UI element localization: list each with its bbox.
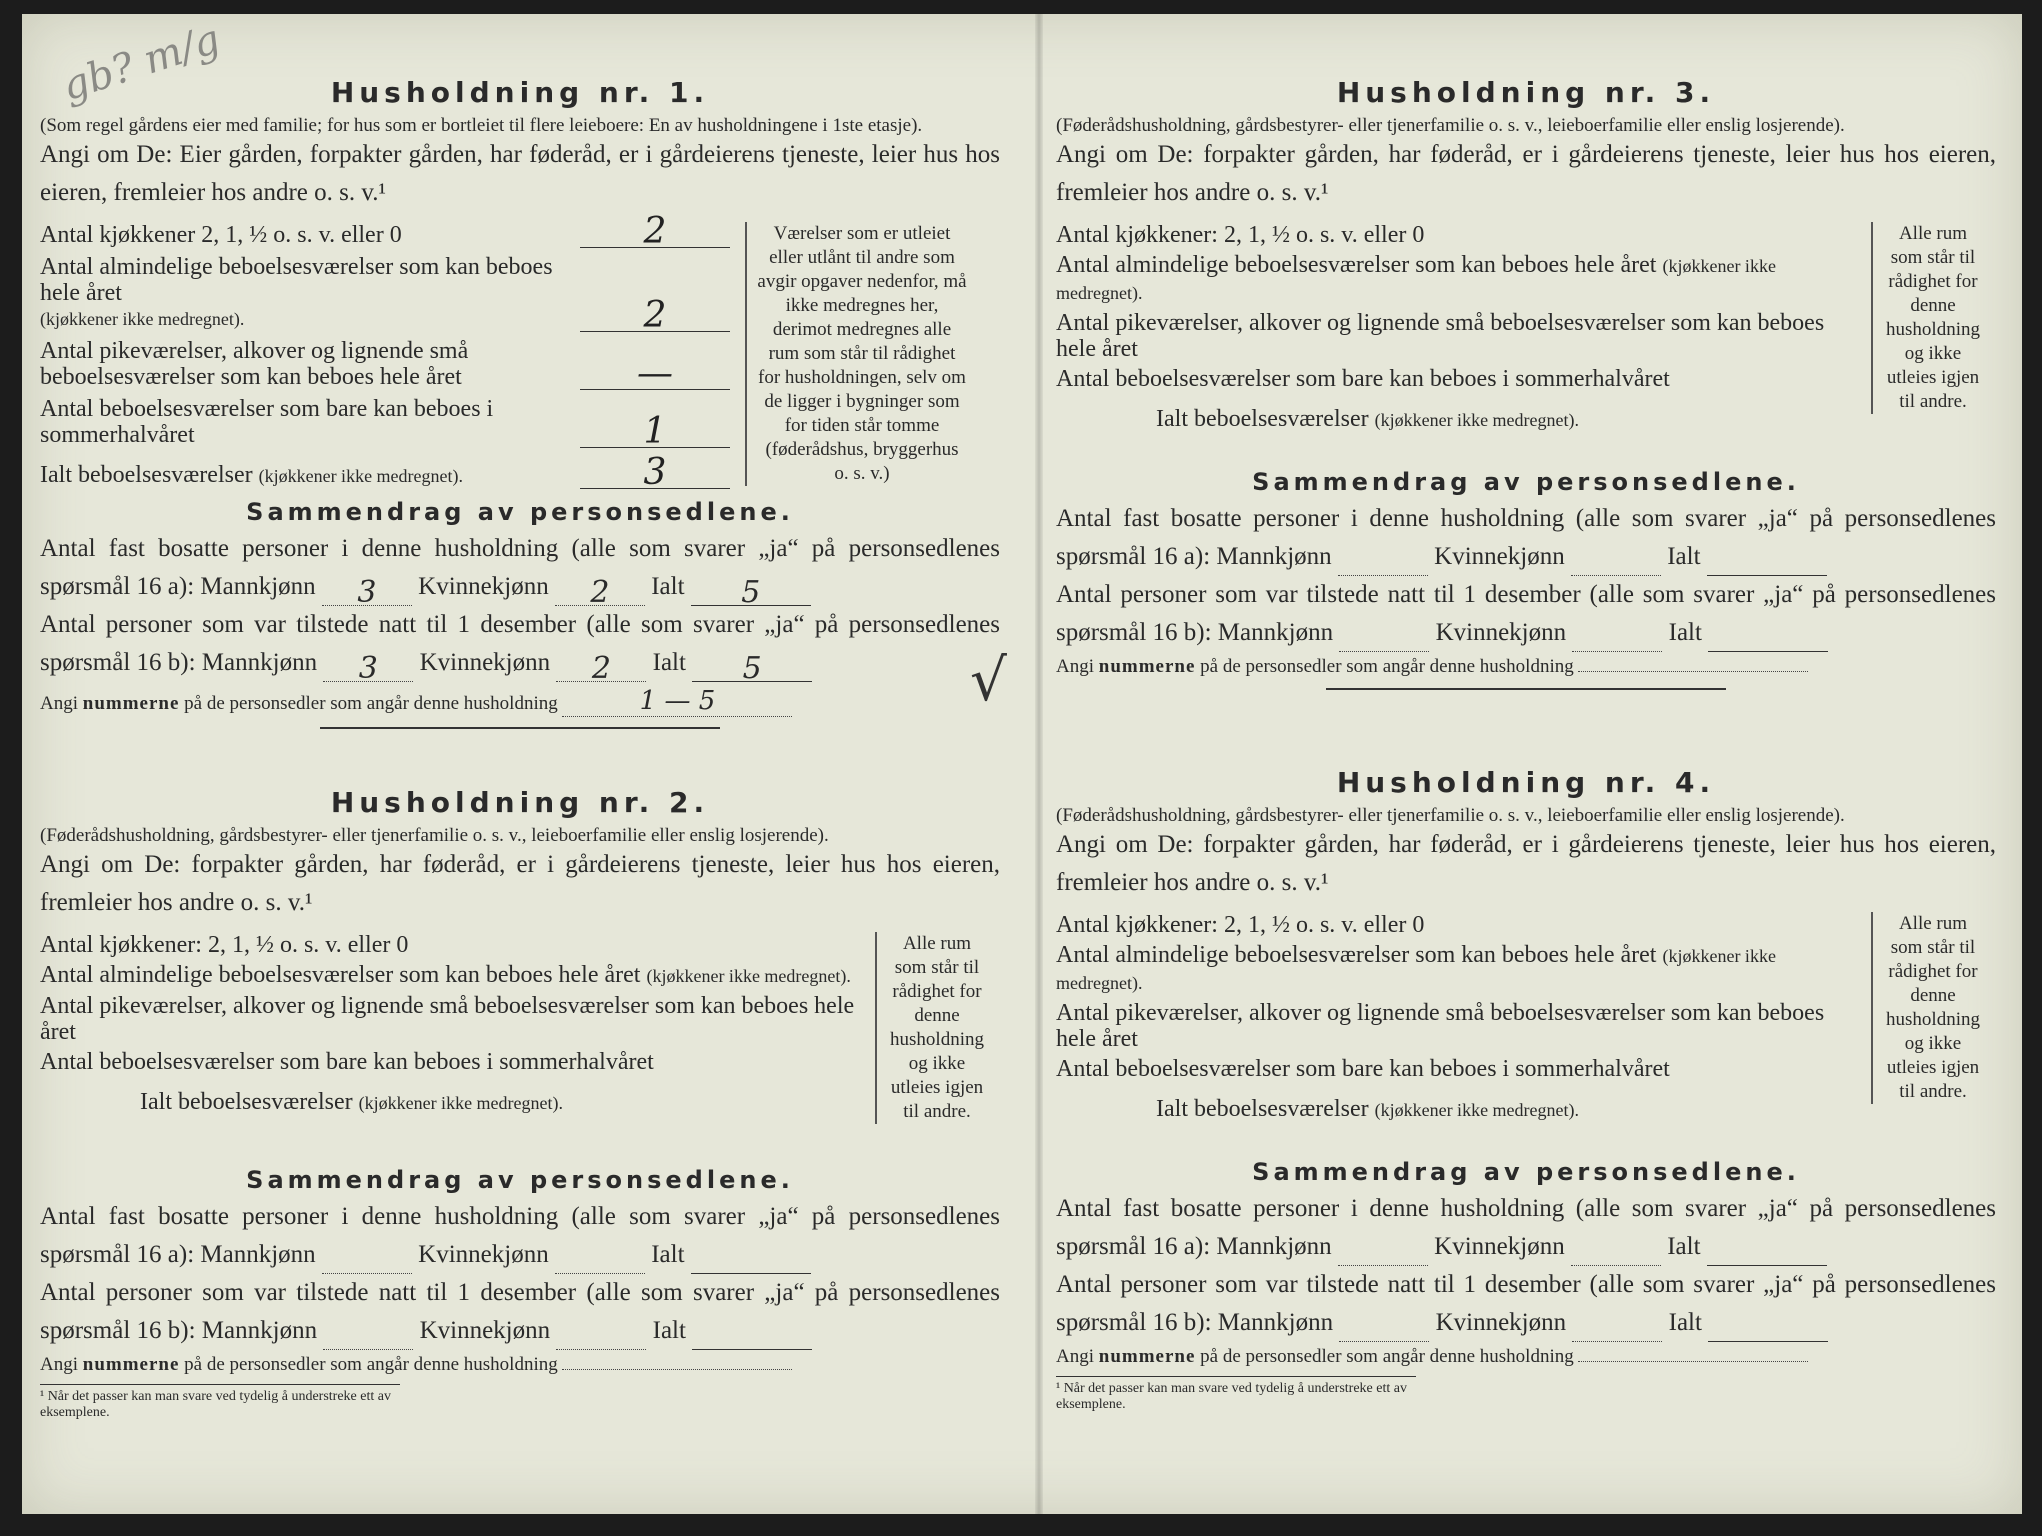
- present-text: Antal personer som var tilstede natt til 1 desember (alle som svarer „ja“ på personsedlenes spørsmål 16 b): Mannkjønn: [40, 1279, 1000, 1344]
- household-4-questions: [1056, 912, 1996, 1152]
- resident-male: 3: [322, 581, 412, 606]
- female-label: Kvinnekjønn: [419, 649, 551, 676]
- present-male: 3: [323, 657, 413, 682]
- rooms-label: Antal almindelige beboelsesværelser som kan beboes hele året: [40, 254, 553, 306]
- rooms-sublabel: (kjøkkener ikke medregnet).: [1056, 946, 1776, 993]
- household-1-resident-line: [40, 530, 1000, 610]
- household-1: [40, 76, 1007, 729]
- total-rooms-label: Ialt beboelsesværelser: [1156, 1096, 1369, 1122]
- resident-female: 2: [555, 581, 645, 606]
- rooms-question: [40, 254, 730, 336]
- present-female: [556, 1349, 646, 1350]
- rooms-question: [40, 962, 860, 989]
- female-label: Kvinnekjønn: [419, 1317, 551, 1344]
- kitchens-question: [1056, 222, 1856, 248]
- present-male: [323, 1349, 413, 1350]
- household-2: [40, 786, 1000, 1421]
- total-rooms-sublabel: (kjøkkener ikke medregnet).: [1374, 410, 1580, 430]
- household-4-note: (Føderådshusholdning, gårdsbestyrer- eller tjenerfamilie o. s. v., leieboerfamilie eller enslig losjerende).: [1056, 805, 1845, 826]
- small-rooms-label: Antal pikeværelser, alkover og lignende små beboelsesværelser som kan beboes hele året: [1056, 1000, 1825, 1052]
- household-4-present-line: [1056, 1266, 1996, 1342]
- small-rooms-question: [1056, 1000, 1856, 1052]
- resident-total: 5: [691, 581, 811, 606]
- total-rooms: [40, 1089, 860, 1116]
- total-rooms-sublabel: (kjøkkener ikke medregnet).: [258, 466, 464, 486]
- total-label: Ialt: [651, 1241, 685, 1268]
- present-text: Antal personer som var tilstede natt til 1 desember (alle som svarer „ja“ på personsedlenes spørsmål 16 b): Mannkjønn: [1056, 1271, 1996, 1336]
- rooms-label: Antal almindelige beboelsesværelser som kan beboes hele året: [1056, 252, 1657, 278]
- present-text: Antal personer som var tilstede natt til 1 desember (alle som svarer „ja“ på personsedlenes spørsmål 16 b): Mannkjønn: [40, 611, 1000, 676]
- numbers-value: 1 — 5: [562, 686, 792, 717]
- numbers-prefix: Angi: [1056, 1346, 1094, 1367]
- rooms-question: [1056, 942, 1856, 996]
- kitchens-label: Antal kjøkkener: 2, 1, ½ o. s. v. eller 0: [1056, 222, 1425, 248]
- present-female: [1572, 651, 1662, 652]
- footnote: ¹ Når det passer kan man svare ved tydelig å understreke ett av eksemplene.: [40, 1384, 400, 1421]
- rooms-label: Antal almindelige beboelsesværelser som kan beboes hele året: [1056, 942, 1657, 968]
- household-4-resident-line: [1056, 1190, 1996, 1266]
- resident-text: Antal fast bosatte personer i denne husholdning (alle som svarer „ja“ på personsedlenes spørsmål 16 a): Mannkjønn: [40, 1203, 1000, 1268]
- household-2-numbers: [40, 1354, 1000, 1376]
- present-female: 2: [556, 657, 646, 682]
- present-male: [1339, 1341, 1429, 1342]
- household-1-questions: [40, 211, 1000, 493]
- kitchens-answer: 2: [580, 217, 730, 248]
- female-label: Kvinnekjønn: [1435, 619, 1567, 646]
- household-1-present-line: [40, 606, 1000, 686]
- kitchens-question: [1056, 912, 1856, 938]
- household-1-sidenote: Værelser som er utleiet eller utlånt til andre som avgir opgaver nedenfor, må ikke medregnes her, derimot medregnes alle rum som står til rådighet for husholdningen, selv om de ligger i bygninger som for tiden står tomme (føderådshus, bryggerhus o. s. v.): [745, 222, 967, 486]
- present-total: [1708, 1341, 1828, 1342]
- household-1-angi: Angi om De: Eier gården, forpakter gården, har føderåd, er i gårdeierens tjeneste, leier hus hos eieren, fremleier hos andre o. s. v.¹: [40, 141, 1000, 206]
- household-4-angi: Angi om De: forpakter gården, har føderåd, er i gårdeierens tjeneste, leier hus hos eieren, fremleier hos andre o. s. v.¹: [1056, 831, 1996, 896]
- kitchens-question: [40, 211, 730, 252]
- numbers-bold: nummerne: [1098, 1346, 1196, 1367]
- present-total: [692, 1349, 812, 1350]
- small-rooms-question: [40, 338, 730, 394]
- household-4-summary-title: Sammendrag av personsedlene.: [1252, 1158, 1800, 1186]
- total-rooms-label: Ialt beboelsesværelser: [1156, 406, 1369, 432]
- household-3: [1056, 76, 1996, 690]
- rooms-question: [1056, 252, 1856, 306]
- total-label: Ialt: [652, 649, 686, 676]
- household-3-sidenote: Alle rum som står til rådighet for denne husholdning og ikke utleies igjen til andre.: [1871, 222, 1983, 414]
- numbers-text: på de personsedler som angår denne husholdning: [1200, 1346, 1574, 1367]
- household-1-note: (Som regel gårdens eier med familie; for hus som er bortleiet til flere leieboere: En av husholdningene i 1ste etasje).: [40, 115, 923, 136]
- female-label: Kvinnekjønn: [1434, 543, 1565, 570]
- household-3-questions: [1056, 222, 1996, 462]
- total-label: Ialt: [651, 573, 685, 600]
- household-3-numbers: [1056, 656, 1996, 678]
- summer-rooms-label: Antal beboelsesværelser som bare kan beboes i sommerhalvåret: [1056, 366, 1670, 392]
- household-1-title: Husholdning nr. 1.: [330, 76, 710, 109]
- present-male: [1339, 651, 1429, 652]
- resident-text: Antal fast bosatte personer i denne husholdning (alle som svarer „ja“ på personsedlenes spørsmål 16 a): Mannkjønn: [40, 535, 1000, 600]
- household-2-note: (Føderådshusholdning, gårdsbestyrer- eller tjenerfamilie o. s. v., leieboerfamilie eller enslig losjerende).: [40, 825, 829, 846]
- kitchens-question: [40, 932, 860, 958]
- numbers-bold: nummerne: [82, 693, 180, 714]
- resident-text: Antal fast bosatte personer i denne husholdning (alle som svarer „ja“ på personsedlenes spørsmål 16 a): Mannkjønn: [1056, 505, 1996, 570]
- numbers-prefix: Angi: [40, 693, 78, 714]
- page-fold: [1035, 14, 1043, 1514]
- total-rooms-answer: 3: [580, 458, 730, 489]
- small-rooms-question: [40, 993, 860, 1045]
- summer-rooms-question: [40, 1049, 860, 1075]
- kitchens-label: Antal kjøkkener: 2, 1, ½ o. s. v. eller 0: [1056, 912, 1425, 938]
- female-label: Kvinnekjønn: [1434, 1233, 1565, 1260]
- total-label: Ialt: [1668, 619, 1702, 646]
- household-3-angi: Angi om De: forpakter gården, har føderåd, er i gårdeierens tjeneste, leier hus hos eieren, fremleier hos andre o. s. v.¹: [1056, 141, 1996, 206]
- female-label: Kvinnekjønn: [418, 573, 549, 600]
- rooms-sublabel: (kjøkkener ikke medregnet).: [1056, 256, 1776, 303]
- household-1-summary-title: Sammendrag av personsedlene.: [246, 498, 794, 526]
- household-3-present-line: [1056, 576, 1996, 652]
- household-3-title: Husholdning nr. 3.: [1336, 76, 1716, 109]
- numbers-value: [1578, 1361, 1808, 1362]
- total-rooms-sublabel: (kjøkkener ikke medregnet).: [358, 1093, 564, 1113]
- summer-rooms-label: Antal beboelsesværelser som bare kan beboes i sommerhalvåret: [40, 1049, 654, 1075]
- summer-rooms-question: [1056, 1056, 1856, 1082]
- household-2-angi: Angi om De: forpakter gården, har føderåd, er i gårdeierens tjeneste, leier hus hos eieren, fremleier hos andre o. s. v.¹: [40, 851, 1000, 916]
- household-4-sidenote: Alle rum som står til rådighet for denne husholdning og ikke utleies igjen til andre.: [1871, 912, 1983, 1104]
- numbers-value: [562, 1369, 792, 1370]
- total-rooms-label: Ialt beboelsesværelser: [40, 462, 253, 488]
- numbers-prefix: Angi: [40, 1354, 78, 1375]
- household-2-summary-title: Sammendrag av personsedlene.: [246, 1166, 794, 1194]
- household-4-title: Husholdning nr. 4.: [1336, 766, 1716, 799]
- numbers-bold: nummerne: [82, 1354, 180, 1375]
- summer-rooms-question: [40, 396, 730, 452]
- present-total: [1708, 651, 1828, 652]
- total-rooms-label: Ialt beboelsesværelser: [140, 1089, 353, 1115]
- right-page: [1056, 14, 1996, 1514]
- numbers-text: på de personsedler som angår denne husholdning: [184, 693, 558, 714]
- present-text: Antal personer som var tilstede natt til 1 desember (alle som svarer „ja“ på personsedlenes spørsmål 16 b): Mannkjønn: [1056, 581, 1996, 646]
- household-3-resident-line: [1056, 500, 1996, 576]
- summer-rooms-label: Antal beboelsesværelser som bare kan beboes i sommerhalvåret: [1056, 1056, 1670, 1082]
- small-rooms-answer: —: [580, 359, 730, 390]
- checkmark: √: [970, 646, 1007, 714]
- total-rooms-sublabel: (kjøkkener ikke medregnet).: [1374, 1100, 1580, 1120]
- household-3-summary-title: Sammendrag av personsedlene.: [1252, 468, 1800, 496]
- small-rooms-question: [1056, 310, 1856, 362]
- summer-rooms-answer: 1: [580, 417, 730, 448]
- small-rooms-label: Antal pikeværelser, alkover og lignende små beboelsesværelser som kan beboes hele året: [40, 993, 855, 1045]
- numbers-prefix: Angi: [1056, 656, 1094, 677]
- numbers-bold: nummerne: [1098, 656, 1196, 677]
- total-rooms: [1056, 1096, 1856, 1123]
- household-4-numbers: [1056, 1346, 1996, 1368]
- total-label: Ialt: [1667, 543, 1701, 570]
- female-label: Kvinnekjønn: [1435, 1309, 1567, 1336]
- household-4: [1056, 766, 1996, 1413]
- numbers-value: [1578, 671, 1808, 672]
- pencil-note: gb? m/g: [56, 16, 226, 110]
- section-divider: [320, 727, 720, 729]
- left-page: [40, 14, 1007, 1514]
- kitchens-label: Antal kjøkkener: 2, 1, ½ o. s. v. eller 0: [40, 932, 409, 958]
- female-label: Kvinnekjønn: [418, 1241, 549, 1268]
- small-rooms-label: Antal pikeværelser, alkover og lignende små beboelsesværelser som kan beboes hele året: [1056, 310, 1825, 362]
- total-label: Ialt: [1668, 1309, 1702, 1336]
- numbers-text: på de personsedler som angår denne husholdning: [184, 1354, 558, 1375]
- rooms-sublabel: (kjøkkener ikke medregnet).: [40, 309, 245, 329]
- rooms-sublabel: (kjøkkener ikke medregnet).: [646, 966, 851, 986]
- numbers-text: på de personsedler som angår denne husholdning: [1200, 656, 1574, 677]
- household-2-title: Husholdning nr. 2.: [330, 786, 710, 819]
- household-3-note: (Føderådshusholdning, gårdsbestyrer- eller tjenerfamilie o. s. v., leieboerfamilie eller enslig losjerende).: [1056, 115, 1845, 136]
- rooms-answer: 2: [580, 301, 730, 332]
- present-female: [1572, 1341, 1662, 1342]
- kitchens-label: Antal kjøkkener 2, 1, ½ o. s. v. eller 0: [40, 222, 402, 248]
- household-2-present-line: [40, 1274, 1000, 1350]
- small-rooms-label: Antal pikeværelser, alkover og lignende små beboelsesværelser som kan beboes hele året: [40, 338, 469, 390]
- household-2-resident-line: [40, 1198, 1000, 1274]
- section-divider: [1326, 688, 1726, 690]
- total-label: Ialt: [1667, 1233, 1701, 1260]
- household-2-questions: [40, 932, 1000, 1160]
- total-label: Ialt: [652, 1317, 686, 1344]
- footnote: ¹ Når det passer kan man svare ved tydelig å understreke ett av eksemplene.: [1056, 1376, 1416, 1413]
- summer-rooms-label: Antal beboelsesværelser som bare kan beboes i sommerhalvåret: [40, 396, 494, 448]
- summer-rooms-question: [1056, 366, 1856, 392]
- rooms-label: Antal almindelige beboelsesværelser som kan beboes hele året: [40, 962, 641, 988]
- total-rooms: [1056, 406, 1856, 433]
- resident-text: Antal fast bosatte personer i denne husholdning (alle som svarer „ja“ på personsedlenes spørsmål 16 a): Mannkjønn: [1056, 1195, 1996, 1260]
- present-total: 5: [692, 657, 812, 682]
- total-rooms: [40, 452, 730, 493]
- household-2-sidenote: Alle rum som står til rådighet for denne husholdning og ikke utleies igjen til andre.: [875, 932, 987, 1124]
